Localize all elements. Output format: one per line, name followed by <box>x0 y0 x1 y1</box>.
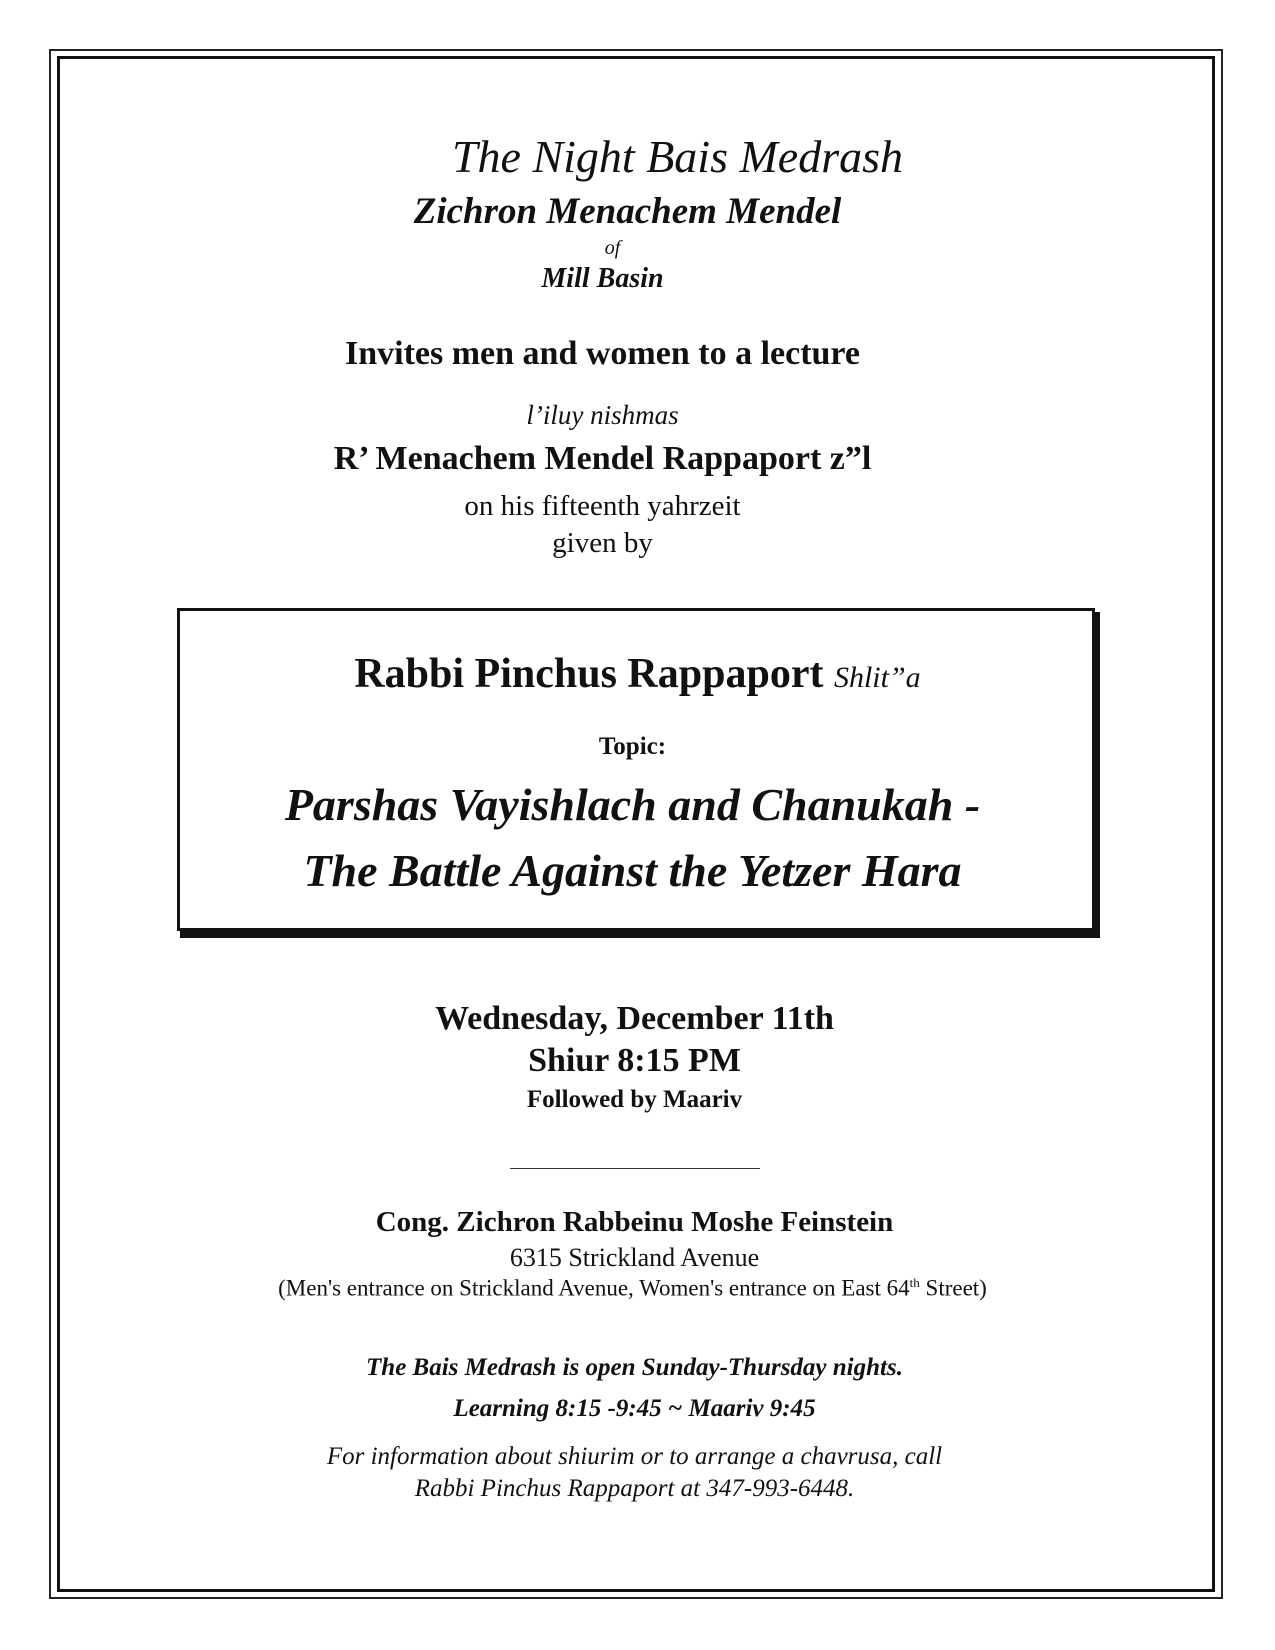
entrance-note <box>0 1275 1270 1302</box>
entrance-note-sup: th <box>909 1275 920 1290</box>
speaker-name: Rabbi Pinchus Rappaport <box>354 651 824 697</box>
learning-times: Learning 8:15 -9:45 ~ Maariv 9:45 <box>453 1395 816 1422</box>
topic-label: Topic: <box>598 733 667 760</box>
of-text: of <box>604 237 621 259</box>
open-hours: The Bais Medrash is open Sunday-Thursday nights. <box>366 1354 903 1381</box>
invitation-text: Invites men and women to a lecture <box>345 335 860 372</box>
event-date: Wednesday, December 11th <box>435 1000 834 1037</box>
info-line-2: Rabbi Pinchus Rappaport at 347-993-6448. <box>414 1475 855 1502</box>
location-text: Mill Basin <box>541 263 664 294</box>
speaker-honorific: Shlit”a <box>833 661 921 694</box>
topic-line-2: The Battle Against the Yetzer Hara <box>303 845 962 896</box>
entrance-note-main: (Men's entrance on Strickland Avenue, Women's entrance on East 64 <box>278 1275 910 1301</box>
venue-name: Cong. Zichron Rabbeinu Moshe Feinstein <box>375 1206 894 1238</box>
event-time: Shiur 8:15 PM <box>528 1042 741 1079</box>
liluy-text: l’iluy nishmas <box>526 400 679 430</box>
flyer-subtitle: Zichron Menachem Mendel <box>413 191 842 232</box>
info-line-1: For information about shiurim or to arrange a chavrusa, call <box>326 1443 943 1470</box>
entrance-note-end: Street) <box>919 1275 987 1301</box>
honoree-name: R’ Menachem Mendel Rappaport z”l <box>333 440 872 477</box>
given-by-text: given by <box>552 527 653 559</box>
topic-line-1: Parshas Vayishlach and Chanukah - <box>284 779 981 830</box>
venue-address: 6315 Strickland Avenue <box>509 1243 760 1272</box>
speaker-line <box>0 650 1275 698</box>
divider-rule <box>510 1168 760 1169</box>
flyer-title: The Night Bais Medrash <box>451 131 904 182</box>
event-followup: Followed by Maariv <box>526 1086 743 1113</box>
occasion-text: on his fifteenth yahrzeit <box>464 490 741 522</box>
